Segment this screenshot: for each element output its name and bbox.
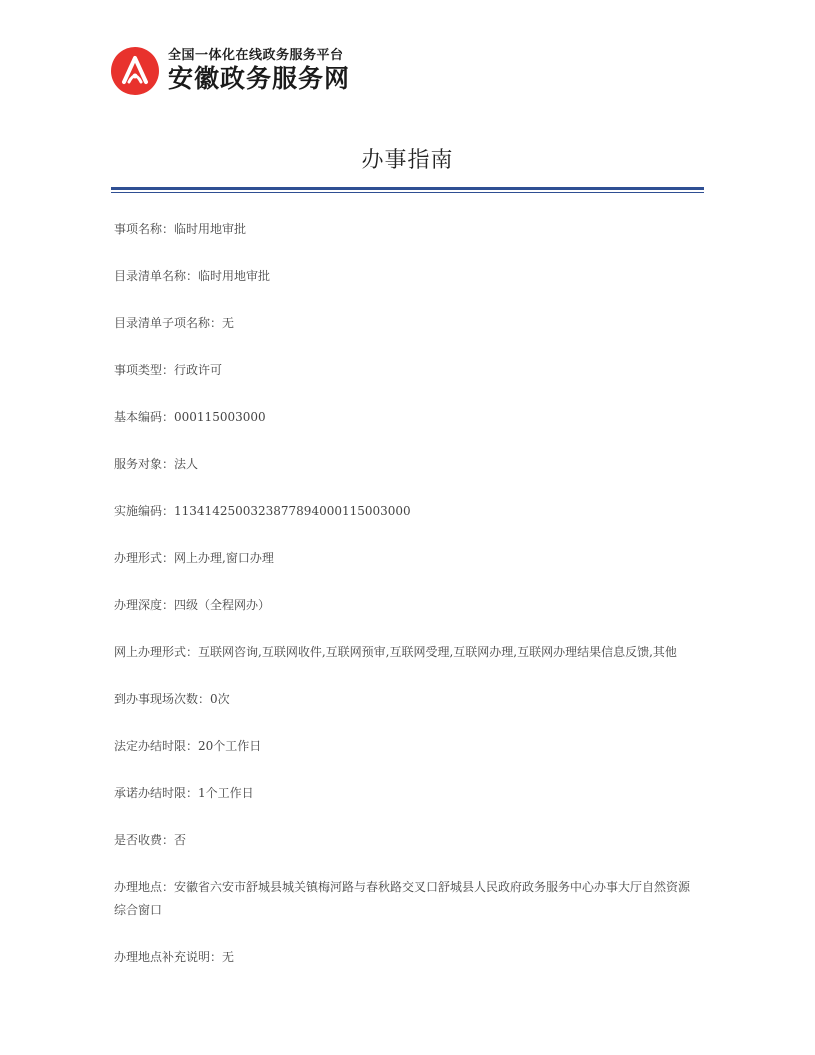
title-divider-thin — [111, 192, 704, 193]
field-label: 是否收费： — [114, 833, 175, 847]
field-label: 目录清单名称： — [114, 269, 199, 283]
field-label: 服务对象： — [114, 457, 175, 471]
field-value: 否 — [174, 833, 187, 847]
field-catalog-name — [114, 265, 694, 288]
field-handling-location — [114, 876, 694, 922]
field-value: 20个工作日 — [198, 739, 262, 753]
field-label: 实施编码： — [114, 504, 175, 518]
field-label: 办理地点： — [114, 880, 175, 894]
field-value: 0次 — [210, 692, 230, 706]
field-label: 基本编码： — [114, 410, 175, 424]
field-onsite-visits — [114, 688, 694, 711]
logo-subtitle: 全国一体化在线政务服务平台 — [168, 48, 344, 63]
field-label: 承诺办结时限： — [114, 786, 199, 800]
field-item-type — [114, 359, 694, 382]
field-value: 互联网咨询,互联网收件,互联网预审,互联网受理,互联网办理,互联网办理结果信息反馈,其他 — [198, 645, 677, 659]
field-value: 法人 — [174, 457, 199, 471]
field-value: 000115003000 — [174, 410, 266, 424]
logo-title: 安徽政务服务网 — [168, 64, 351, 93]
field-handling-form — [114, 547, 694, 570]
field-value: 无 — [222, 316, 235, 330]
field-online-handling-form — [114, 641, 694, 664]
field-catalog-subitem — [114, 312, 694, 335]
field-value: 无 — [222, 950, 235, 964]
field-value: 1个工作日 — [198, 786, 254, 800]
field-label: 事项类型： — [114, 363, 175, 377]
field-value: 行政许可 — [174, 363, 223, 377]
field-handling-depth — [114, 594, 694, 617]
field-implementation-code — [114, 500, 694, 523]
field-label: 网上办理形式： — [114, 645, 199, 659]
field-value: 1134142500323877894000115003000 — [174, 504, 411, 518]
site-logo[interactable] — [110, 46, 350, 96]
field-label: 事项名称： — [114, 222, 175, 236]
field-label: 办理地点补充说明： — [114, 950, 223, 964]
field-fee-charged — [114, 829, 694, 852]
field-value: 安徽省六安市舒城县城关镇梅河路与春秋路交叉口舒城县人民政府政务服务中心办事大厅自然资源综合窗口 — [114, 880, 691, 917]
field-label: 办理形式： — [114, 551, 175, 565]
field-basic-code — [114, 406, 694, 429]
field-location-note — [114, 946, 694, 969]
field-label: 办理深度： — [114, 598, 175, 612]
title-divider-thick — [111, 187, 704, 190]
anhui-logo-icon — [110, 46, 160, 96]
field-value: 临时用地审批 — [174, 222, 247, 236]
field-label: 法定办结时限： — [114, 739, 199, 753]
guide-fields — [114, 218, 694, 993]
page-title: 办事指南 — [361, 148, 454, 173]
field-service-target — [114, 453, 694, 476]
field-label: 目录清单子项名称： — [114, 316, 223, 330]
field-promised-time-limit — [114, 782, 694, 805]
field-label: 到办事现场次数： — [114, 692, 211, 706]
field-value: 临时用地审批 — [198, 269, 271, 283]
field-legal-time-limit — [114, 735, 694, 758]
field-value: 网上办理,窗口办理 — [174, 551, 274, 565]
field-item-name — [114, 218, 694, 241]
field-value: 四级（全程网办） — [174, 598, 271, 612]
